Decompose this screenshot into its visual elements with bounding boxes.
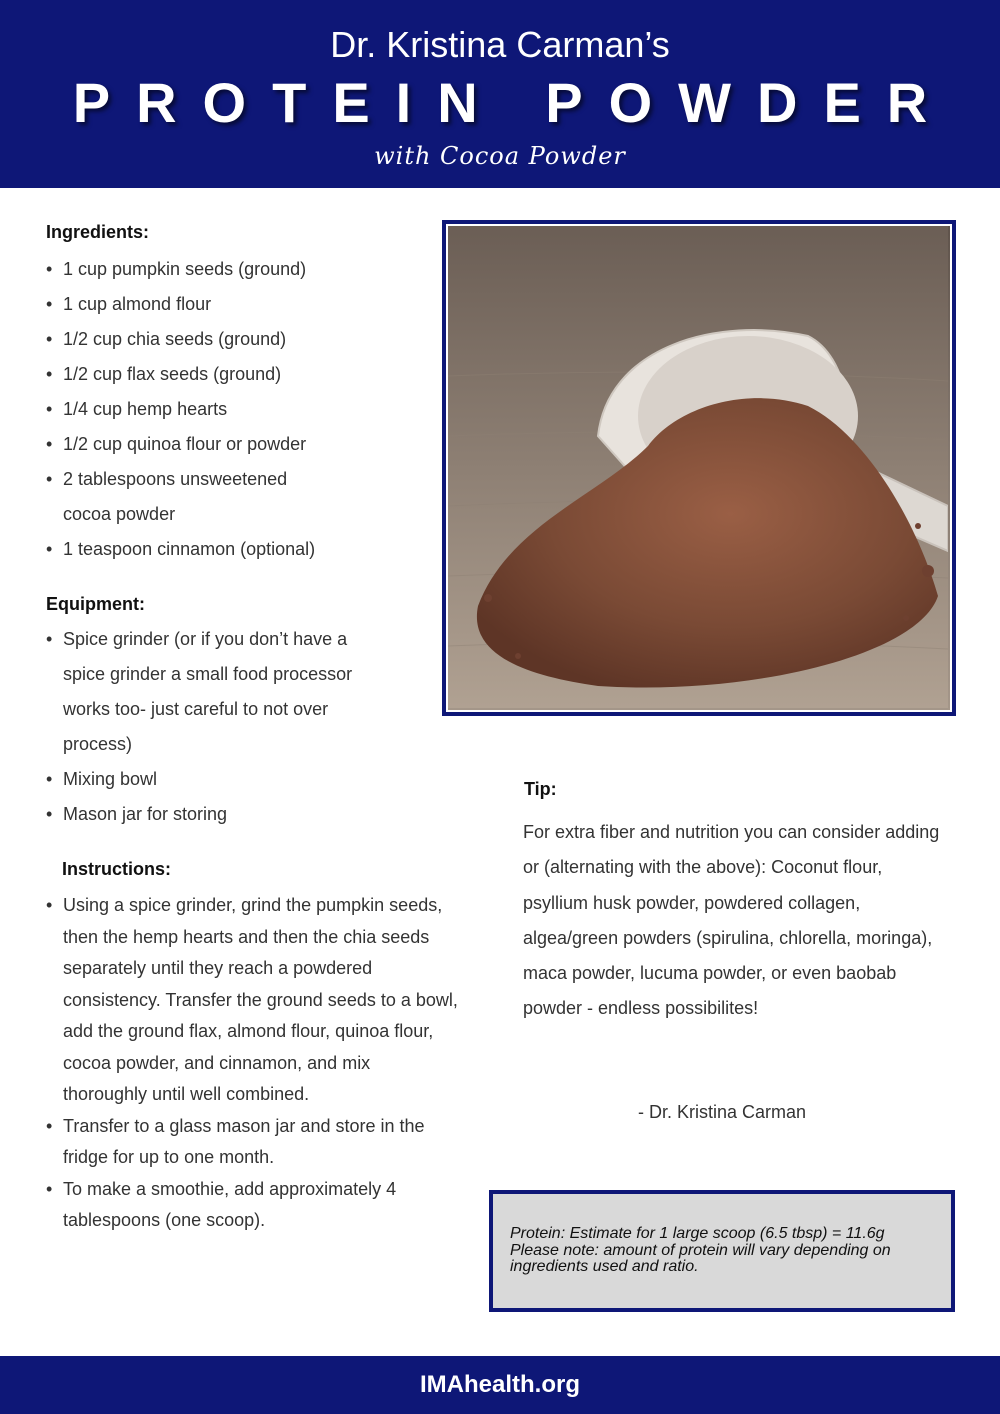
ingredient-item: • 2 tablespoons unsweetened cocoa powder bbox=[46, 462, 336, 532]
equipment-list bbox=[46, 622, 366, 832]
ingredient-item: • 1 teaspoon cinnamon (optional) bbox=[46, 532, 336, 567]
ingredient-item: • 1/4 cup hemp hearts bbox=[46, 392, 336, 427]
ingredient-item: • 1/2 cup flax seeds (ground) bbox=[46, 357, 336, 392]
protein-estimate-box bbox=[489, 1190, 955, 1312]
ingredient-item: • 1 cup pumpkin seeds (ground) bbox=[46, 252, 336, 287]
instruction-step: • To make a smoothie, add approximately 4 tablespoons (one scoop). bbox=[46, 1174, 458, 1237]
cocoa-scoop-illustration bbox=[448, 226, 948, 708]
website-link[interactable]: IMAhealth.org bbox=[420, 1371, 580, 1398]
tip-text: For extra fiber and nutrition you can consider adding or (alternating with the above): Coconut flour, psyllium husk powder, powdered collagen, algea/green powders (spirulina, chlorella, moringa), maca powder, lucuma powder, or even baobab powder - endless possibilites! bbox=[523, 822, 940, 1019]
ingredient-item: • 1/2 cup quinoa flour or powder bbox=[46, 427, 336, 462]
instructions-heading: Instructions: bbox=[62, 859, 172, 879]
tip-heading: Tip: bbox=[524, 779, 557, 799]
header-banner bbox=[0, 0, 1000, 188]
author-line: Dr. Kristina Carman’s bbox=[330, 24, 670, 65]
instruction-step: • Using a spice grinder, grind the pumpkin seeds, then the hemp hearts and then the chia seeds separately until they reach a powdered consistency. Transfer the ground seeds to a bowl, add the ground flax, almond flour, quinoa flour, cocoa powder, and cinnamon, and mix thoroughly until well combined. bbox=[46, 890, 458, 1111]
equipment-item: • Mason jar for storing bbox=[46, 797, 366, 832]
ingredient-item: • 1 cup almond flour bbox=[46, 287, 336, 322]
instructions-list bbox=[46, 890, 458, 1237]
signature: - Dr. Kristina Carman bbox=[637, 1102, 807, 1122]
protein-estimate-text: Protein: Estimate for 1 large scoop (6.5 tbsp) = 11.6g bbox=[510, 1225, 885, 1242]
photo-frame bbox=[442, 220, 956, 716]
subtitle: with Cocoa Powder bbox=[374, 142, 626, 170]
ingredients-list bbox=[46, 252, 336, 567]
cocoa-powder-scoop-photo bbox=[448, 226, 950, 710]
page-title: PROTEIN POWDER bbox=[72, 71, 954, 134]
equipment-item: • Spice grinder (or if you don’t have a spice grinder a small food processor works too- just careful to not over process) bbox=[46, 622, 366, 762]
protein-disclaimer-text: Please note: amount of protein will vary depending on ingredients used and ratio. bbox=[510, 1242, 891, 1275]
footer-banner bbox=[0, 1356, 1000, 1414]
equipment-item: • Mixing bowl bbox=[46, 762, 366, 797]
ingredients-heading: Ingredients: bbox=[46, 222, 150, 242]
ingredient-item: • 1/2 cup chia seeds (ground) bbox=[46, 322, 336, 357]
instruction-step: • Transfer to a glass mason jar and store in the fridge for up to one month. bbox=[46, 1111, 458, 1174]
equipment-heading: Equipment: bbox=[46, 594, 145, 614]
